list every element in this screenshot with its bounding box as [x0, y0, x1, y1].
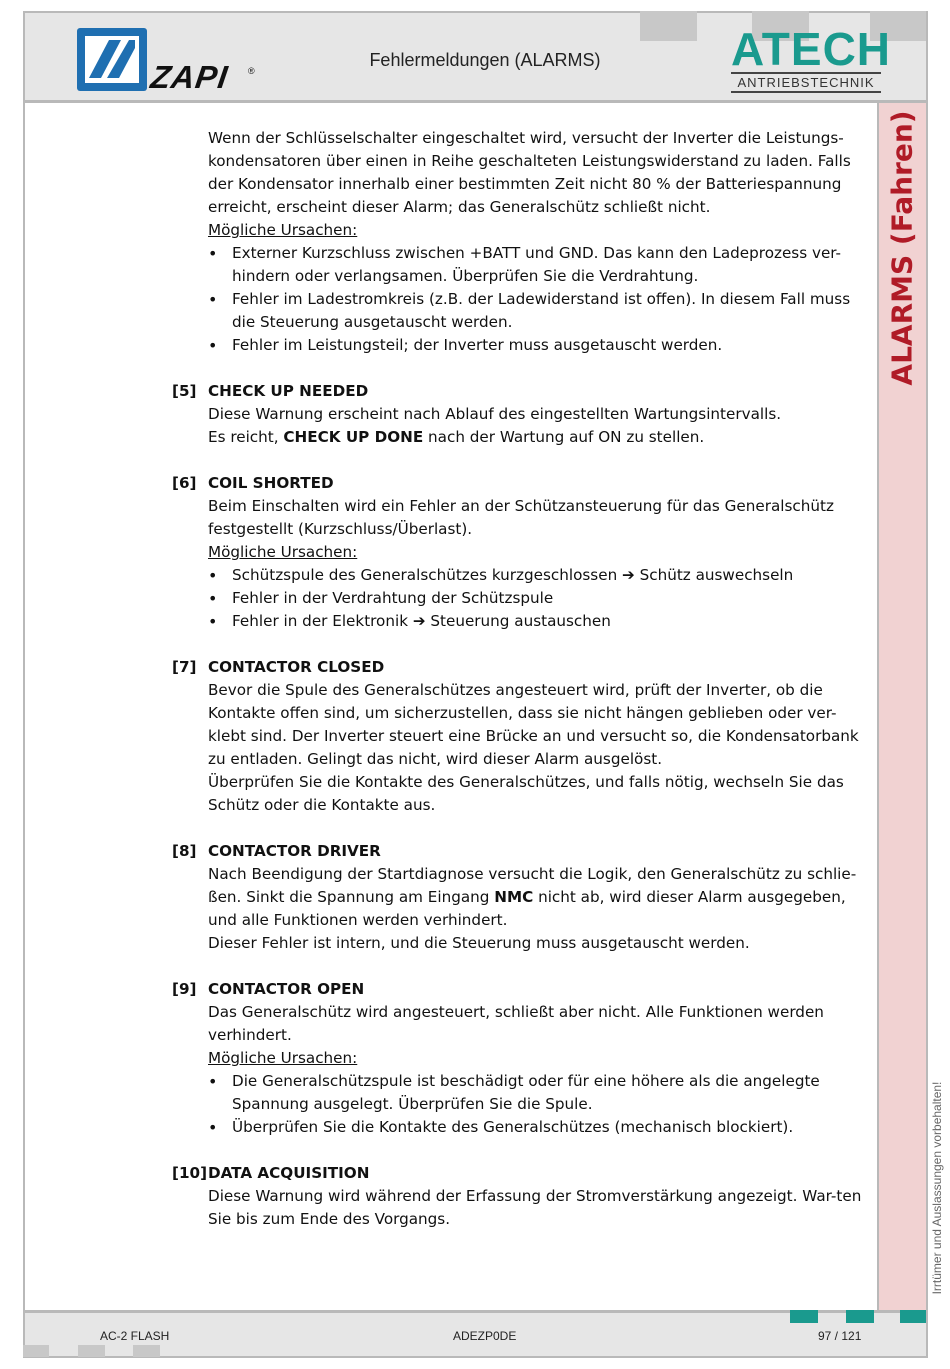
list-item: • Fehler in der Verdrahtung der Schützspule [208, 587, 862, 610]
causes-label: Mögliche Ursachen: [208, 543, 358, 561]
alarm-number: [10] [172, 1164, 208, 1182]
list-item: • Schützspule des Generalschützes kurzgeschlossen ➔ Schütz auswechseln [208, 564, 862, 587]
arrow-right-icon: ➔ [412, 612, 426, 630]
footer-product: AC-2 FLASH [100, 1329, 170, 1343]
chapter-title: ALARMS (Fahren) [885, 110, 919, 386]
list-item: • Die Generalschützspule ist beschädigt oder für eine höhere als die angelegte Spannung ausgelegt. Überprüfen Sie die Spule. [208, 1070, 862, 1116]
atech-logo-text: ATECH [731, 23, 892, 75]
intro-paragraph: Wenn der Schlüsselschalter eingeschaltet wird, versucht der Inverter die Leistungs-kondensatoren über einen in Reihe geschalteten Leistungswiderstand zu laden. Falls der Kondensator innerhalb einer bestimmten Zeit nicht 80 % der Batteriespannung erreicht, erscheint dieser Alarm; das Generalschütz schließt nicht. [208, 129, 851, 216]
alarm-section-9 [172, 978, 862, 1139]
disclaimer-note: Irrtümer und Auslassungen vorbehalten! [930, 1081, 944, 1294]
page-number: 97 / 121 [818, 1329, 862, 1343]
list-item: • Überprüfen Sie die Kontakte des Generalschützes (mechanisch blockiert). [208, 1116, 862, 1139]
alarm-section-5 [172, 380, 862, 449]
footer-decoration [846, 1310, 874, 1323]
alarm-text: Bevor die Spule des Generalschützes angesteuert wird, prüft der Inverter, ob die Kontakte offen sind, um sicherzustellen, dass sie nicht hängen geblieben oder ver-klebt sind. Der Inverter steuert eine Brücke an und versucht so, die Kondensatorbank zu entladen. Gelingt das nicht, wird dieser Alarm ausgelöst. [208, 681, 859, 768]
alarm-section-10 [172, 1162, 862, 1231]
alarm-text: Nach Beendigung der Startdiagnose versucht die Logik, den Generalschütz zu schlie-ßen. Sinkt die Spannung am Eingang NMC nicht ab, wird dieser Alarm ausgegeben, und alle Funktionen werden verhindert. [208, 865, 857, 929]
alarm-text: Es reicht, CHECK UP DONE nach der Wartung auf ON zu stellen. [208, 428, 705, 446]
alarm-text: Das Generalschütz wird angesteuert, schließt aber nicht. Alle Funktionen werden verhindert. [208, 1003, 824, 1044]
causes-label: Mögliche Ursachen: [208, 1049, 358, 1067]
alarm-title: CONTACTOR OPEN [208, 980, 365, 998]
alarm-section-8 [172, 840, 862, 955]
alarm-title: DATA ACQUISITION [208, 1164, 370, 1182]
footer-doc-code: ADEZP0DE [453, 1329, 517, 1343]
causes-list [172, 564, 862, 633]
alarm-text: Dieser Fehler ist intern, und die Steuerung muss ausgetauscht werden. [208, 934, 750, 952]
page-title: Fehlermeldungen (ALARMS) [369, 50, 601, 70]
footer-decoration [790, 1310, 818, 1323]
intro-causes-list [172, 242, 862, 357]
alarm-text: Beim Einschalten wird ein Fehler an der Schützansteuerung für das Generalschütz festgestellt (Kurzschluss/Überlast). [208, 497, 834, 538]
alarm-number: [8] [172, 842, 197, 860]
alarm-number: [7] [172, 658, 197, 676]
footer-decoration [900, 1310, 926, 1323]
alarm-title: COIL SHORTED [208, 474, 334, 492]
alarm-section-7 [172, 656, 862, 817]
zapi-logo-mark [77, 28, 147, 91]
alarm-text: Diese Warnung wird während der Erfassung der Stromverstärkung angezeigt. War-ten Sie bis zum Ende des Vorgangs. [208, 1187, 862, 1228]
alarm-title: CHECK UP NEEDED [208, 382, 369, 400]
header-decoration [640, 11, 697, 41]
alarm-section-6 [172, 472, 862, 633]
list-item: • Fehler im Leistungsteil; der Inverter muss ausgetauscht werden. [208, 334, 862, 357]
zapi-logo-text: ZAPI [148, 59, 231, 95]
footer-decoration [78, 1345, 105, 1357]
page-content [172, 127, 862, 1231]
alarm-title: CONTACTOR DRIVER [208, 842, 381, 860]
list-item: • Externer Kurzschluss zwischen +BATT und GND. Das kann den Ladeprozess ver-hindern oder verlangsamen. Überprüfen Sie die Verdrahtung. [208, 242, 862, 288]
list-item: • Fehler in der Elektronik ➔ Steuerung austauschen [208, 610, 862, 633]
alarm-number: [5] [172, 382, 197, 400]
registered-mark: ® [248, 66, 255, 76]
causes-list [172, 1070, 862, 1139]
causes-label: Mögliche Ursachen: [208, 221, 358, 239]
arrow-right-icon: ➔ [622, 566, 635, 584]
atech-logo-subtitle: ANTRIEBSTECHNIK [731, 72, 881, 93]
alarm-number: [9] [172, 980, 197, 998]
alarm-title: CONTACTOR CLOSED [208, 658, 385, 676]
footer-decoration [23, 1345, 49, 1357]
alarm-number: [6] [172, 474, 197, 492]
footer-decoration [133, 1345, 160, 1357]
alarm-text: Diese Warnung erscheint nach Ablauf des eingestellten Wartungsintervalls. [208, 405, 782, 423]
list-item: • Fehler im Ladestromkreis (z.B. der Ladewiderstand ist offen). In diesem Fall muss die Steuerung ausgetauscht werden. [208, 288, 862, 334]
alarm-text: Überprüfen Sie die Kontakte des Generalschützes, und falls nötig, wechseln Sie das Schütz oder die Kontakte aus. [208, 773, 844, 814]
